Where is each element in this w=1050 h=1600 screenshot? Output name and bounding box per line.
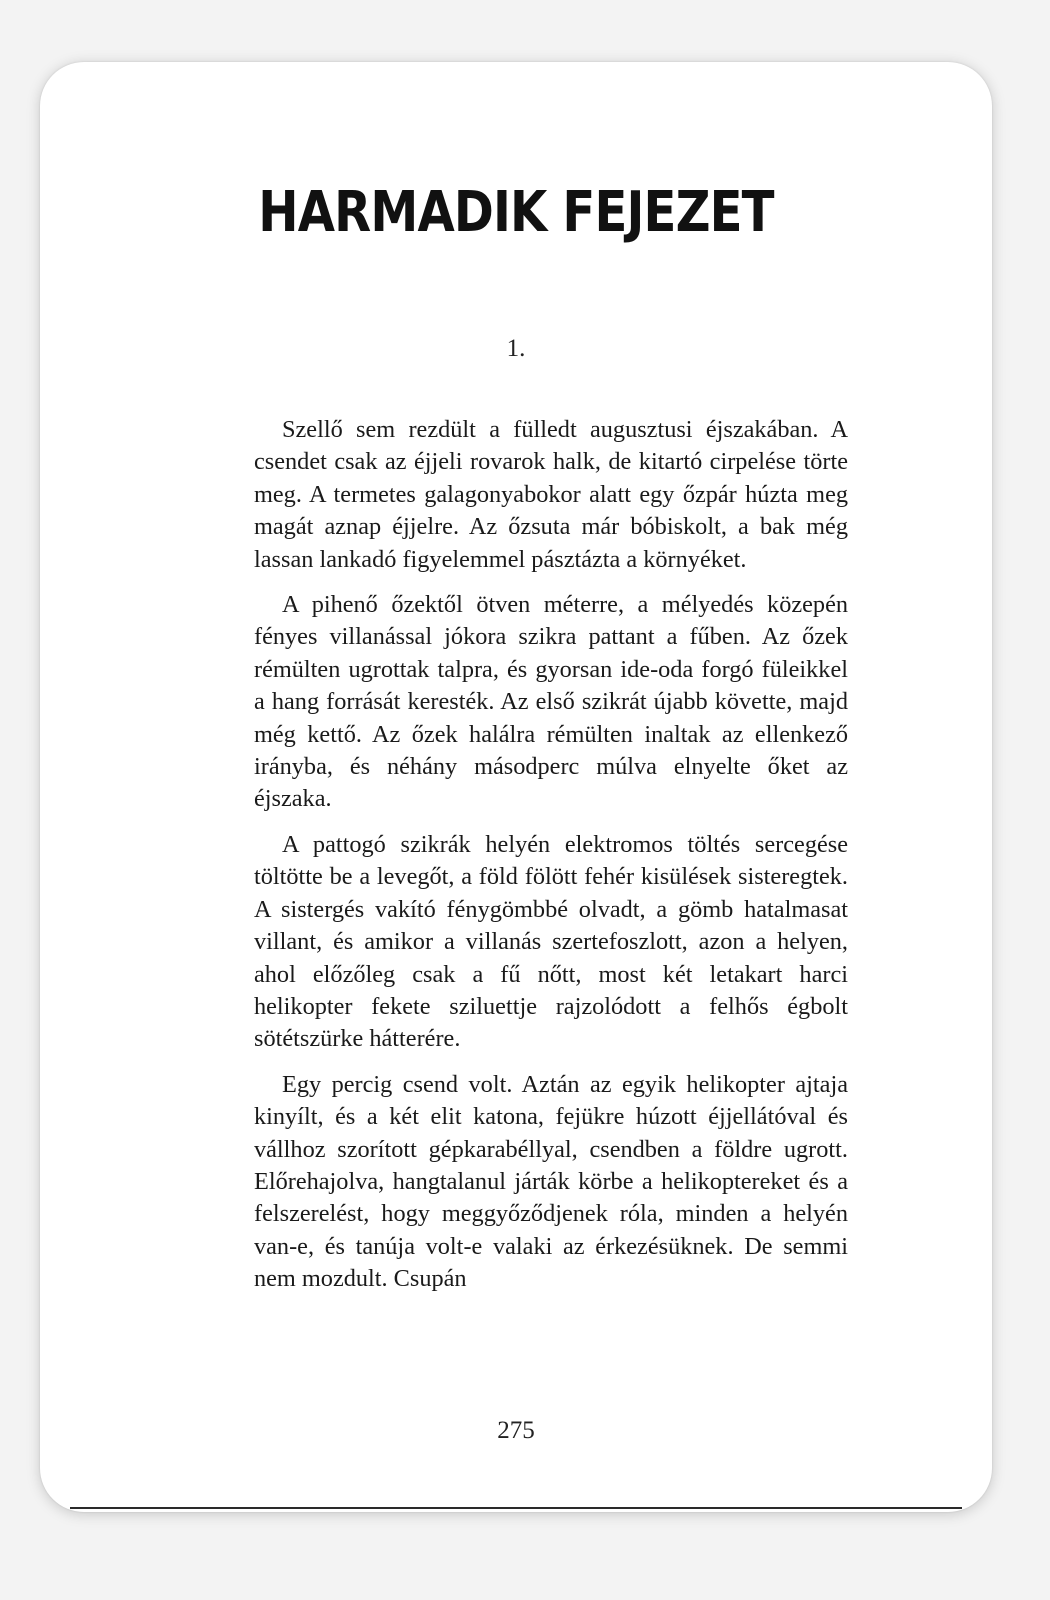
chapter-title: HARMADIK FEJEZET [258, 180, 774, 245]
book-page [40, 62, 992, 1512]
paragraph: A pihenő őzektől ötven méterre, a mélyedés közepén fényes villanással jókora szikra pattant a fűben. Az őzek rémülten ugrottak talpra, és gyorsan ide-oda forgó füleikkel a hang forrását keresték. Az első szikrát újabb követte, majd még kettő. Az őzek halálra rémülten inaltak az ellenkező irányba, és néhány másodperc múlva elnyelte őket az éjszaka. [254, 591, 848, 813]
section-number: 1. [506, 335, 526, 362]
body-text [254, 414, 848, 1309]
page-bottom-edge [70, 1507, 962, 1509]
paragraph: Egy percig csend volt. Aztán az egyik helikopter ajtaja kinyílt, és a két elit katona, fejükre húzott éjjellátóval és vállhoz szorított gépkarabéllyal, csendben a földre ugrott. Előrehajolva, hangtalanul járták körbe a helikoptereket és a felszerelést, hogy meggyőződjenek róla, minden a helyén van-e, és tanúja volt-e valaki az érkezésüknek. De semmi nem mozdult. Csupán [254, 1070, 848, 1293]
page-number: 275 [497, 1417, 535, 1444]
paragraph: A pattogó szikrák helyén elektromos töltés sercegése töltötte be a levegőt, a föld fölött fehér kisülések sisteregtek. A sistergés vakító fénygömbbé olvadt, a gömb hatalmasat villant, és amikor a villanás szertefoszlott, azon a helyen, ahol előzőleg csak a fű nőtt, most két letakart harci helikopter fekete sziluettje rajzolódott a felhős égbolt sötétszürke hátterére. [254, 830, 848, 1053]
paragraph: Szellő sem rezdült a fülledt augusztusi éjszakában. A csendet csak az éjjeli rovarok halk, de kitartó cirpelése törte meg. A termetes galagonyabokor alatt egy őzpár húzta meg magát aznap éjjelre. Az őzsuta már bóbiskolt, a bak még lassan lankadó figyelemmel pásztázta a környéket. [254, 416, 848, 573]
